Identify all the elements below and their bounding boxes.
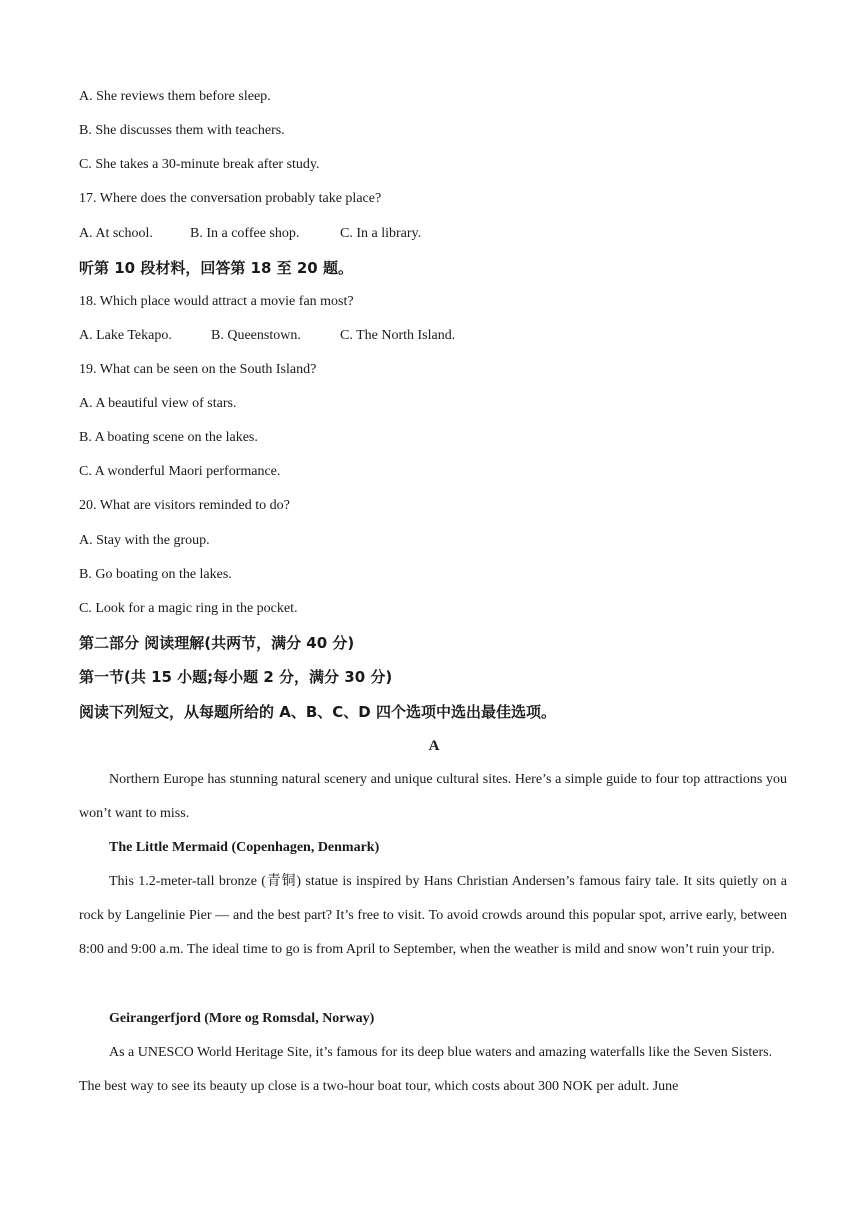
q18-question: 18. Which place would attract a movie fan most? (79, 294, 354, 309)
part2-section1-title: 第一节(共 15 小题;每小题 2 分，满分 30 分) (79, 668, 393, 686)
part2-instruction: 阅读下列短文，从每题所给的 A、B、C、D 四个选项中选出最佳选项。 (79, 703, 556, 721)
passage-label: A (428, 738, 440, 754)
q18-option-b: B. Queenstown. (211, 328, 301, 343)
q16-option-c: C. She takes a 30-minute break after study. (79, 157, 320, 172)
q19-option-a: A. A beautiful view of stars. (79, 396, 237, 411)
q19-option-b: B. A boating scene on the lakes. (79, 430, 258, 445)
passage-intro: Northern Europe has stunning natural scenery and unique cultural sites. Here’s a simple guide to four top attractions you won’t want to miss. (79, 772, 787, 822)
q17-option-a: A. At school. (79, 226, 153, 241)
part2-title: 第二部分 阅读理解(共两节，满分 40 分) (79, 634, 355, 652)
q17-option-c: C. In a library. (340, 226, 422, 241)
section-heading-little-mermaid: The Little Mermaid (Copenhagen, Denmark) (109, 840, 380, 855)
q16-option-b: B. She discusses them with teachers. (79, 123, 285, 138)
q19-question: 19. What can be seen on the South Island? (79, 362, 317, 377)
q18-option-c: C. The North Island. (340, 328, 456, 343)
q17-option-b: B. In a coffee shop. (190, 226, 300, 241)
q17-options (79, 225, 421, 243)
section10-instruction: 听第 10 段材料，回答第 18 至 20 题。 (79, 259, 353, 277)
section-heading-geirangerfjord: Geirangerfjord (More og Romsdal, Norway) (109, 1011, 375, 1026)
q20-option-c: C. Look for a magic ring in the pocket. (79, 601, 298, 616)
q19-option-c: C. A wonderful Maori performance. (79, 464, 281, 479)
q16-option-a: A. She reviews them before sleep. (79, 89, 271, 104)
section-text-geirangerfjord: As a UNESCO World Heritage Site, it’s famous for its deep blue waters and amazing waterfalls like the Seven Sisters. The best way to see its beauty up close is a two-hour boat tour, which costs about 300 NOK per adult. June (79, 1045, 773, 1095)
q20-option-a: A. Stay with the group. (79, 533, 210, 548)
section-text-little-mermaid: This 1.2-meter-tall bronze (青铜) statue is inspired by Hans Christian Andersen’s famous fairy tale. It sits quietly on a rock by Langelinie Pier — and the best part? It’s free to visit. To avoid crowds around this popular spot, arrive early, between 8:00 and 9:00 a.m. The ideal time to go is from April to September, when the weather is mild and snow won’t ruin your trip. (79, 874, 787, 958)
q20-option-b: B. Go boating on the lakes. (79, 567, 232, 582)
q20-question: 20. What are visitors reminded to do? (79, 498, 290, 513)
q17-question: 17. Where does the conversation probably take place? (79, 191, 382, 206)
q18-option-a: A. Lake Tekapo. (79, 328, 172, 343)
q18-options (79, 327, 455, 345)
